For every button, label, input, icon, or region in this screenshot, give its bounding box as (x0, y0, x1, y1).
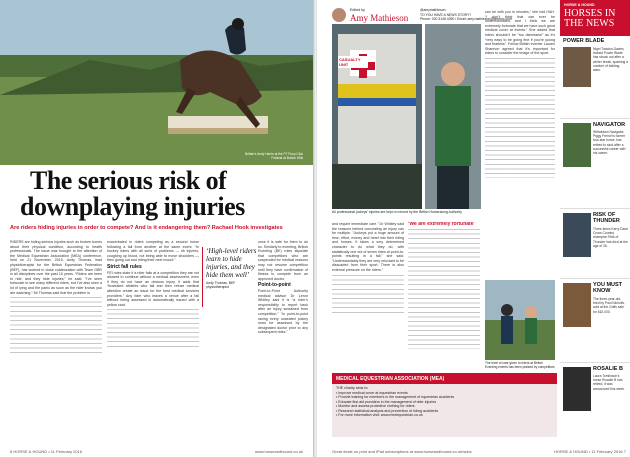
mea-line: • Monitor and assess protective clothing for riders (336, 404, 415, 408)
contact-details: Phone: 020 3148 4390 / Email: amy.mathieson@timeinc.com (420, 17, 512, 21)
sidebar-item-power-blade (560, 38, 630, 116)
pull-quote (202, 247, 258, 307)
sidebar-item-title: POWER BLADE (563, 38, 605, 44)
sidebar-header (560, 0, 630, 36)
horse-jump-illustration (0, 0, 313, 165)
sidebar-item-text: Nigel Twiston-Davies trained Power Blade has struck out after a winter break, sparking a number of bidding wars. (593, 47, 628, 73)
sidebar-item-text: The three-year-old, bred by Paul Nicholls, sold at the Goffs sale for £62,000. (593, 297, 625, 314)
subhead-strict-fall-rules: Strict fall rules (107, 263, 142, 270)
right-column-1 (332, 222, 404, 372)
right-footer-subs: Great deals on print and iPad subscriptions at www.horseandhound.co.uk/subs (332, 449, 472, 454)
sidebar-horse-photo (563, 123, 591, 167)
pull-quote-text: ‘High-level riders learn to hide injuries, and they hide them well’ (206, 247, 257, 279)
photo-caption: Britain’s Andy Harris at the P7 Pony Club Festival at Burton Hills (245, 152, 303, 160)
sidebar-item-navigator (560, 118, 630, 206)
byline-label: Edited by (350, 8, 365, 12)
sidebar-horse-photo (563, 367, 591, 411)
mea-line: • Improve medical cover at equestrian events (336, 390, 408, 395)
sidebar-item-title: NAVIGATOR (593, 122, 626, 128)
sidebar-item-risk-of-thunder (560, 208, 630, 276)
text-continuation (485, 58, 555, 178)
sidebar-brand: HORSE & HOUND (564, 3, 595, 7)
sidebar-horse-photo (563, 47, 591, 87)
mea-line: THE charity aims to: (336, 386, 369, 390)
paramedic-illustration (425, 24, 481, 209)
sidebar-header-title: HORSES IN THE NEWS (564, 8, 616, 29)
left-column-1 (10, 240, 102, 445)
right-column-2 (485, 10, 555, 282)
casualty-unit-photo (332, 24, 422, 209)
headline-line-1: The serious risk of (30, 166, 227, 195)
sidebar-item-you-must-know (560, 278, 630, 360)
sidebar-item-title: ROSALIE B (593, 366, 623, 372)
mea-info-box (332, 373, 557, 437)
left-body-paragraph-1: RIDERS are hiding serious injuries such as broken bones about their physical condition, according to health professionals. The issue was brought to the attention of the Medical Equestrian Association (MEA) conference, held on 21 November, 2015. Andy Thomas, lead physiotherapist for the British Equestrian Federation (BEF), has worked in close collaboration with Team GBR in all disciplines over the past 10 years. “Riders are keen to ride, and they hide injuries,” he said. “I’ve seen fortunate to see many different riders, but I’ve also seen a lot of lying and the panic as soon as the rider knows you are watching.” Mr Thomas said that the problem is (10, 240, 102, 295)
sidebar-item-rosalie-b (560, 362, 630, 444)
left-footer: 6 HORSE & HOUND • 11 February 2016 (10, 449, 83, 454)
left-page (0, 0, 313, 457)
sidebar-item-text: Withdrawn Navigator, Piggy French’s former four-star horse, has retired to stud after a successful career with his owner. (593, 130, 626, 156)
right-footer: HORSE & HOUND • 11 February 2016 7 (553, 449, 626, 454)
standfirst: Are riders hiding injuries in order to compete? And is it endangering them? Rachael Hook investigates (10, 225, 283, 231)
contact-twitter: @amymathieson (420, 8, 446, 12)
text-continuation (332, 275, 404, 315)
right-page (317, 0, 630, 457)
mea-box-title: MEDICAL EQUESTRIAN ASSOCIATION (MEA) (332, 374, 557, 384)
horse-jump-photo (0, 0, 313, 165)
mea-line: • For more information visit: www.medequestrian.co.uk (336, 413, 423, 417)
rider-care-photo (485, 280, 555, 360)
left-body-paragraph-4: once it is safe for them to do so. Similarly to eventing, British Eventing (BE) rules stipulate that competitors who are suspended for medical reasons may not resume competition until they have confirmation of fitness to compete from an approved doctor. (258, 240, 308, 281)
subhead-point-to-point: Point-to-point (258, 282, 291, 289)
sidebar-horse-photo (563, 283, 591, 327)
right-column-3 (408, 222, 480, 372)
sidebar-item-title: RISK OF THUNDER (593, 212, 620, 224)
text-continuation (10, 297, 102, 357)
pull-quote-attribution: Andy Thomas, BEF physiotherapist (206, 281, 236, 289)
sidebar-item-text: Laura Tomlinson’s horse Rosalie B has retired, it was announced this week. (593, 374, 625, 391)
left-body-paragraph-3: FEI rules state if a rider falls at a competition they are not allowed to continue without a medical assessment, even if they do not have an obvious injury. It adds that “frustrated athletes who fall and then refuse medical attention create an issue for the best medical services providers.” Any rider who leaves a venue after a fall without being assessed is automatically issued with a yellow card. (107, 270, 199, 307)
left-column-2 (107, 240, 199, 445)
contact-prompt: TO YOU HAVE A NEWS STORY? (420, 12, 472, 17)
left-footer-url: www.horseandhound.co.uk (254, 449, 303, 454)
photo-caption-2: The level of care given to riders at British Eventing events has been praised by competitors (485, 361, 555, 369)
mea-line: • Research statistical analysis and prevention of riding accidents (336, 408, 439, 413)
subhead-fortunate: ‘We are extremely fortunate’ (408, 222, 475, 227)
ambulance-illustration (332, 24, 422, 209)
photo-caption-1: All professional jockeys’ injuries are kept on record by the British Horseracing Authority (332, 210, 462, 214)
left-column-3 (258, 240, 308, 445)
headline-line-2: downplaying injuries (20, 192, 245, 221)
byline-name: Amy Mathieson (350, 13, 409, 23)
avatar (332, 8, 346, 22)
left-body-paragraph-2: exacerbated in riders competing as a second horse following a fall from another at the same event. “In hockey riders with all sorts of problems — rib injuries, coughing up blood, not being able to move shoulders — then going out and riding their next mount.” (107, 240, 199, 263)
rider-care-illustration (485, 280, 555, 360)
casualty-sign: CASUALTY UNIT (338, 56, 368, 68)
paramedic-photo (425, 24, 481, 209)
right-body-paragraph-2: can be with you in minutes,” she told H&H. “I don’t think that can ever be underestimated, and I think we are extremely fortunate that we have such good medical cover at events.” She added that riders shouldn’t be “too dismissive” as it’s “very easy to be going fine if you’re young and fearless”. Fellow British eventer Lauren Shannon agreed that it’s important for riders to consider the image of the sport. (485, 10, 555, 56)
mea-box-list (332, 384, 557, 420)
sidebar-item-text: Three-times Kerry Dave Cross Country champion Risk of Thunder has died at the age of 26. (593, 227, 628, 248)
text-continuation (408, 229, 480, 349)
mea-line: • Educate first aid providers in the management of rider injuries (336, 399, 437, 404)
left-body-paragraph-5: Point-to-Point Authority medical advisor Dr Lenor Whitley said it is “a rider’s responsibility to report back after an injury sustained from competition.” “In point-to-point racing every unseated jockey must be assessed by the designated doctor prior to any subsequent rides.” (258, 288, 308, 335)
right-body-paragraph-1: and require immediate care.” Dr Whitley said the reasons behind concealing an injury can be multiple. “Jockeys put a huge amount of time, effort, money and heart into their riding and horses. It takes a very determined character to do what they do, with statistically one out of seven rides at point-to-points resulting in a fall,” she said. “Understandably they are very reluctant to be dissuaded from their sport. There is also external pressure on the riders.” (332, 222, 404, 272)
mea-line: • Provide training for members in the management of equestrian accidents (336, 395, 455, 399)
text-continuation (107, 309, 199, 349)
horses-in-the-news-sidebar (560, 0, 630, 445)
sidebar-item-title: YOU MUST KNOW (593, 282, 623, 294)
sidebar-horse-photo (563, 213, 591, 257)
